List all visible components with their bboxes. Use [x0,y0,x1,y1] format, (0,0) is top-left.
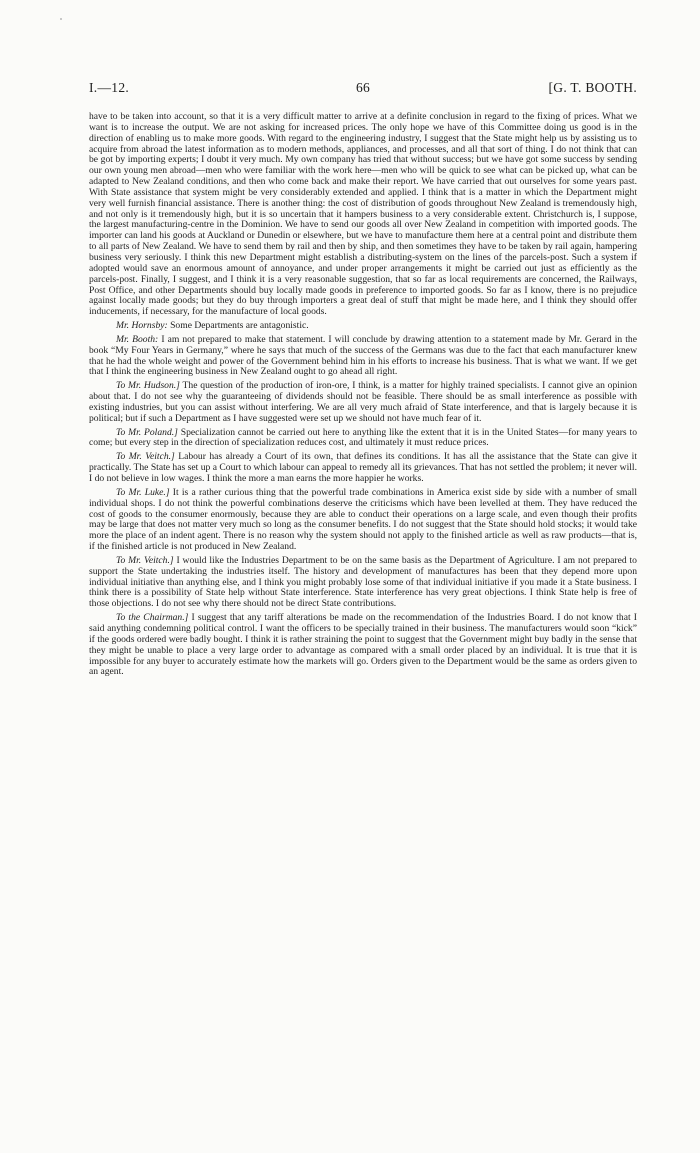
paragraph [89,452,637,485]
evidence-text [89,112,637,681]
speaker-label: To Mr. Veitch.] [116,451,175,463]
paragraph [89,335,637,378]
paragraph [89,488,637,553]
speaker-label: Mr. Hornsby: [116,320,168,332]
speaker-label: Mr. Booth: [116,333,159,345]
report-reference: I.—12. [89,80,130,95]
paragraph-text: The question of the production of iron-ore, I think, is a matter for highly trained specialists. I cannot give an opinion about that. I do not see why the guaranteeing of dividends should not be feasible. There should be as small interference as possible with existing industries, but you can assist without interfering. We are all very much afraid of State interference, and that is largely because it is political; but if such a Department as I have suggested were set up we should not have much fear of it. [89,380,637,424]
speaker-label: To Mr. Luke.] [116,486,170,498]
paragraph-text: It is a rather curious thing that the powerful trade combinations in America exist side by side with a number of small individual shops. I do not think the powerful combinations deserve the criticisms which have been levelled at them. They have reduced the cost of goods to the consumer enormously, because they are able to conduct their operations on a large scale, and even though their profits may be large that does not matter very much so long as the consumer benefits. I do not suggest that the State should hold stocks; it would take more the place of an indent agent. There is no reason why the system should not apply to the finished article as well as raw products—that is, if the finished article is not produced in New Zealand. [89,486,638,553]
witness-name: [G. T. BOOTH. [548,80,637,95]
paragraph-text: I am not prepared to make that statement. I will conclude by drawing attention to a statement made by Mr. Gerard in the book “My Four Years in Germany,” where he says that much of the success of the Germans was due to the fact that each manufacturer knew that he had the whole weight and power of the Government behind him in his efforts to increase his business. That is what we want. If we get that I think the engineering business in New Zealand ought to go ahead all right. [89,333,637,378]
paragraph [89,381,637,424]
speaker-label: To Mr. Poland.] [116,426,178,438]
paragraph [89,613,637,678]
paragraph [89,112,637,318]
speaker-label: To the Chairman.] [116,612,189,624]
paragraph-text: Specialization cannot be carried out here to anything like the extent that it is in the United States—for many years to come; but every step in the direction of specialization reduces cost, and ultimately it must reduce prices. [89,426,637,449]
page-number: 66 [355,80,371,95]
paragraph [89,321,637,332]
speaker-label: To Mr. Hudson.] [116,380,180,392]
paragraph [89,556,637,610]
paragraph-text: Labour has already a Court of its own, that defines its conditions. It has all the assistance that the State can give it practically. The State has set up a Court to which labour can appeal to remedy all its grievances. That has not settled the problem; it never will. I do not believe in low wages. I think the more a man earns the more happier he works. [89,451,637,484]
speaker-label: To Mr. Veitch.] [116,554,174,566]
paragraph-text: have to be taken into account, so that it is a very difficult matter to arrive at a definite conclusion in regard to the fixing of prices. What we want is to increase the output. We are not asking for increased prices. The only hope we have of this Committee doing us good is in the direction of enabling us to make more goods. With regard to the engineering industry, I suggest that the State might help us by assisting us to acquire from abroad the latest information as to modern methods, appliances, and processes, and all that sort of thing. I do not think that can be got by importing experts; I doubt it very much. My own company has tried that without success; but we have got some success by sending our own young men abroad—men who were familiar with the work here—men who will be quick to see what can be picked up, what can be adapted to New Zealand conditions, and then who come back and make their report. We have carried that out ourselves for some years past. With State assistance that system might be very considerably extended and applied. I think that is a matter in which the Department might very well furnish financial assistance. There is another thing: the cost of distribution of goods throughout New Zealand is tremendously high, and not only is it tremendously high, but it is so uncertain that it hampers business to a very considerable extent. Christchurch is, I suppose, the largest manufacturing-centre in the Dominion. We have to send our goods all over New Zealand in competition with imported goods. The importer can land his goods at Auckland or Dunedin or elsewhere, but we have to manufacture them here at a central point and distribute them to all parts of New Zealand. We have to send them by rail and then by ship, and then sometimes they have to be taken by rail again, hampering business very seriously. I think this new Department might establish a distributing-system on the lines of the parcels-post. Such a system if adopted would save an enormous amount of annoyance, and under proper arrangements it might be carried out just as efficiently as the parcels-post. Finally, I suggest, and I think it is a very reasonable suggestion, that so far as local requirements are concerned, the Railways, Post Office, and other Departments should buy locally made goods in preference to imported goods. So far as I know, there is no prejudice against locally made goods; but they do buy through importers a great deal of stuff that might be made here, and I think they should offer inducements, if necessary, for the manufacture of local goods. [89,111,637,318]
paragraph-text: I would like the Industries Department to be on the same basis as the Department of Agriculture. I am not prepared to support the State undertaking the industries itself. The history and development of manufactures has been that they depend more upon individual initiative than anything else, and I think you might probably lose some of that individual initiative if you made it a State business. I think there is a possibility of State help without State interference. State interference has very great objections. I think State help is free of those objections. I do not see why there should not be direct State contributions. [89,554,637,610]
paragraph-text: Some Departments are antagonistic. [167,320,309,332]
page-header [89,80,637,98]
paragraph [89,428,637,450]
paragraph-text: I suggest that any tariff alterations be made on the recommendation of the Industries Board. I do not know that I said anything condemning political control. I want the officers to be specially trained in their business. The manufacturers would soon “kick” if the goods ordered were badly bought. I think it is rather straining the point to suggest that the Government might buy badly in the sense that they might be unable to place a very large order to advantage as compared with a small order placed by an individual. It is true that it is impossible for any buyer to accurately estimate how the markets will go. Orders given to the Department would be the same as orders given to an agent. [89,612,637,678]
scan-speck [60,18,62,20]
